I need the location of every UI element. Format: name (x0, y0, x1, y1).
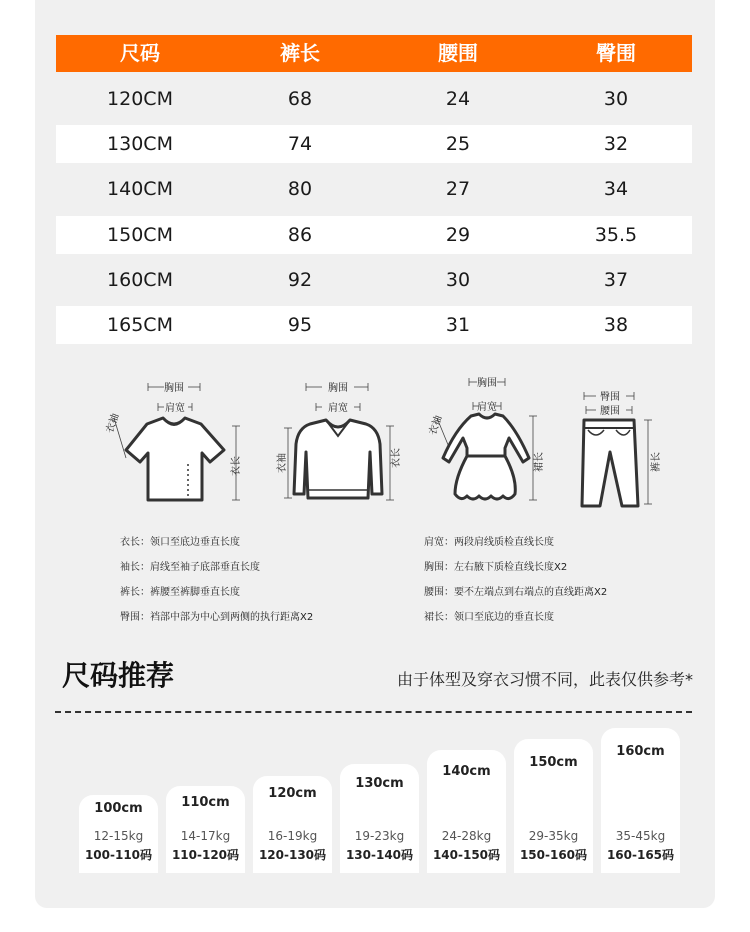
dashed-divider (55, 711, 692, 713)
sweater-sleeve-label: 衣袖 (277, 453, 288, 473)
weight-label: 14-17kg (180, 829, 231, 843)
cell-pants-length: 95 (287, 314, 313, 336)
pants-waist-label: 腰围 (600, 406, 620, 417)
definition-item: 臀围：裆部中部为中心到两侧的执行距离X2 (120, 612, 314, 623)
table-row (56, 80, 692, 118)
cell-waist: 30 (445, 269, 471, 291)
cell-size: 165CM (107, 314, 173, 336)
pants-diagram (570, 380, 670, 510)
height-label: 150-160码 (519, 848, 588, 862)
cell-hip: 38 (603, 314, 629, 336)
cell-pants-length: 68 (287, 88, 313, 110)
weight-label: 19-23kg (354, 829, 405, 843)
size-label: 140cm (442, 764, 491, 779)
sweater-shoulder-label: 肩宽 (328, 403, 348, 414)
cell-size: 160CM (107, 269, 173, 291)
cell-hip: 35.5 (594, 224, 638, 246)
dress-chest-label: 胸围 (477, 378, 497, 389)
tshirt-diagram (100, 378, 250, 508)
size-label: 150cm (529, 755, 578, 770)
table-row (56, 170, 692, 208)
cell-pants-length: 74 (287, 133, 313, 155)
size-card-110 (166, 786, 245, 873)
cell-hip: 30 (603, 88, 629, 110)
cell-size: 120CM (107, 88, 173, 110)
size-label: 110cm (181, 795, 230, 810)
sweater-diagram (270, 378, 410, 508)
dress-shoulder-label: 肩宽 (477, 402, 497, 413)
height-label: 120-130码 (258, 848, 327, 862)
sweater-chest-label: 胸围 (328, 383, 348, 394)
size-label: 130cm (355, 776, 404, 791)
header-waist: 腰围 (438, 41, 478, 65)
tshirt-shoulder-label: 肩宽 (165, 403, 185, 414)
size-table-header (56, 35, 692, 72)
cell-waist: 24 (445, 88, 471, 110)
cell-hip: 37 (603, 269, 629, 291)
size-card-160 (601, 728, 680, 873)
definition-item: 裤长：裤腰至裤脚垂直长度 (120, 587, 240, 598)
cell-waist: 31 (445, 314, 471, 336)
cell-size: 150CM (107, 224, 173, 246)
recommend-title: 尺码推荐 (62, 659, 175, 692)
definition-item: 袖长：肩线至袖子底部垂直长度 (120, 562, 260, 573)
height-label: 100-110码 (84, 848, 153, 862)
pants-length-label: 裤长 (651, 452, 662, 472)
size-card-100 (79, 795, 158, 873)
cell-waist: 27 (445, 178, 471, 200)
cell-hip: 34 (603, 178, 629, 200)
size-card-120 (253, 776, 332, 873)
table-row (56, 261, 692, 299)
table-row (56, 216, 692, 254)
sweater-length-label: 衣长 (391, 448, 402, 468)
table-row (56, 125, 692, 163)
weight-label: 35-45kg (615, 829, 666, 843)
height-label: 140-150码 (432, 848, 501, 862)
size-label: 120cm (268, 786, 317, 801)
size-card-150 (514, 739, 593, 873)
cell-hip: 32 (603, 133, 629, 155)
cell-size: 130CM (107, 133, 173, 155)
cell-size: 140CM (107, 178, 173, 200)
size-label: 100cm (94, 801, 143, 816)
cell-pants-length: 86 (287, 224, 313, 246)
definition-item: 裙长：领口至底边的垂直长度 (424, 612, 554, 623)
size-label: 160cm (616, 744, 665, 759)
recommend-note: 由于体型及穿衣习惯不同，此表仅供参考* (396, 670, 693, 689)
header-size: 尺码 (120, 41, 160, 65)
tshirt-chest-label: 胸围 (164, 383, 184, 394)
definition-item: 腰围：要不左端点到右端点的直线距离X2 (424, 587, 608, 598)
header-hip: 臀围 (596, 41, 636, 65)
cell-waist: 25 (445, 133, 471, 155)
tshirt-length-label: 衣长 (231, 456, 242, 476)
height-label: 130-140码 (345, 848, 414, 862)
weight-label: 24-28kg (441, 829, 492, 843)
dress-length-label: 裙长 (534, 452, 545, 472)
dress-diagram (425, 368, 555, 508)
table-row (56, 306, 692, 344)
tshirt-sleeve-label: 衣袖 (104, 412, 122, 435)
pants-hip-label: 臀围 (600, 392, 620, 403)
size-card-140 (427, 750, 506, 873)
weight-label: 12-15kg (93, 829, 144, 843)
cell-pants-length: 92 (287, 269, 313, 291)
definition-item: 胸围：左右腋下质检直线长度X2 (424, 562, 568, 573)
dress-sleeve-label: 衣袖 (427, 414, 445, 437)
weight-label: 29-35kg (528, 829, 579, 843)
cell-waist: 29 (445, 224, 471, 246)
definition-item: 衣长：领口至底边垂直长度 (120, 537, 240, 548)
header-pants-length: 裤长 (280, 41, 320, 65)
size-card-130 (340, 764, 419, 873)
cell-pants-length: 80 (287, 178, 313, 200)
height-label: 110-120码 (171, 848, 240, 862)
definition-item: 肩宽：两段肩线质检直线长度 (424, 537, 554, 548)
weight-label: 16-19kg (267, 829, 318, 843)
height-label: 160-165码 (606, 848, 675, 862)
